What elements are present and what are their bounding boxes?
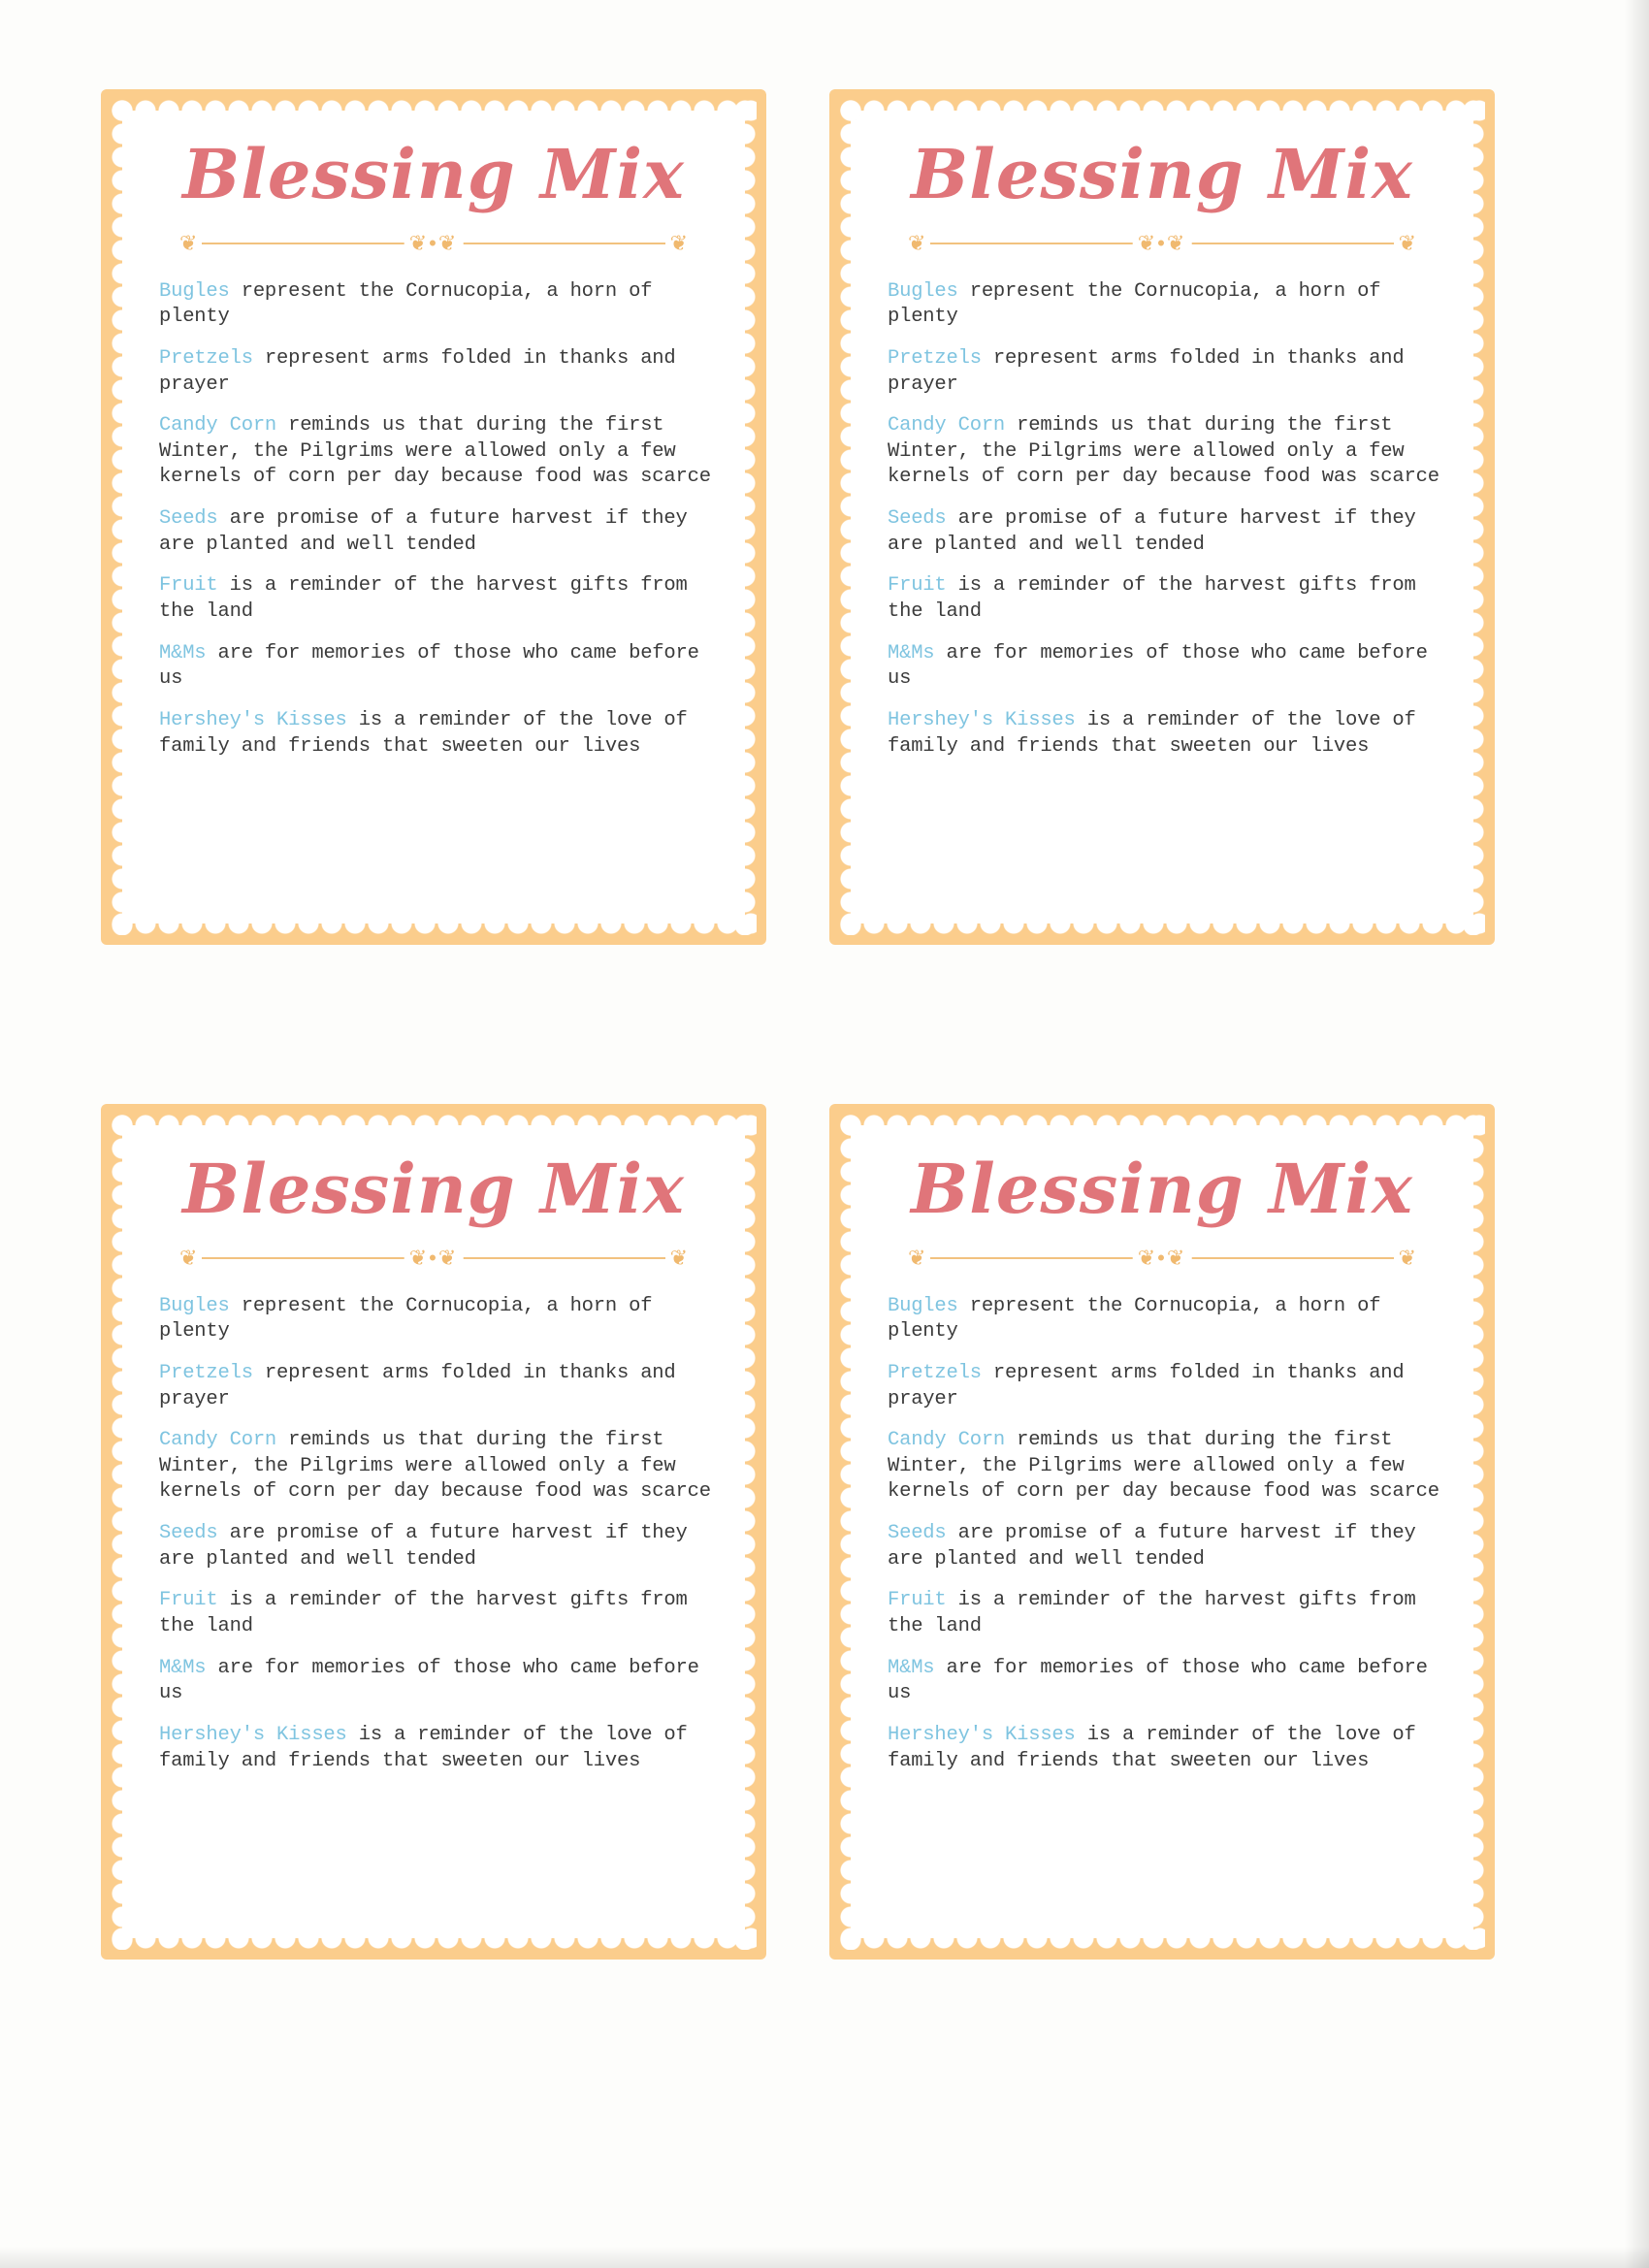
scallop-edge-right: [733, 1114, 757, 1950]
ingredient-keyword: Candy Corn: [888, 1429, 1006, 1452]
ingredient-text: are for memories of those who came before us: [888, 641, 1428, 691]
ingredient-keyword: Bugles: [888, 279, 958, 303]
divider-flourish: [175, 1244, 693, 1273]
ingredient-text: is a reminder of the love of family and friends that sweeten our lives: [159, 708, 688, 758]
ingredient-keyword: Bugles: [159, 1294, 230, 1317]
list-item: [888, 1656, 1444, 1707]
scallop-edge-top: [111, 99, 757, 122]
ingredient-keyword: Candy Corn: [159, 1429, 277, 1452]
ingredient-text: are for memories of those who came before us: [888, 1656, 1428, 1705]
ingredient-text: reminds us that during the first Winter, the Pilgrims were allowed only a few kernels of corn per day because food was scarce: [888, 1429, 1439, 1504]
blessing-mix-card: [101, 1104, 766, 1960]
list-item: [159, 1656, 716, 1707]
scallop-edge-left: [839, 99, 862, 935]
list-item: [159, 708, 716, 760]
list-item: [888, 1588, 1444, 1639]
flourish-left-icon: ❦: [175, 1247, 202, 1269]
flourish-center-icon: ❦•❦: [404, 1247, 464, 1269]
blessing-mix-card: [829, 1104, 1495, 1960]
scallop-edge-left: [111, 99, 134, 935]
list-item: [159, 1521, 716, 1572]
ingredient-text: is a reminder of the love of family and friends that sweeten our lives: [159, 1723, 688, 1772]
scallop-edge-top: [111, 1114, 757, 1137]
list-item: [159, 1723, 716, 1774]
ingredient-text: is a reminder of the love of family and friends that sweeten our lives: [888, 708, 1416, 758]
ingredient-keyword: Candy Corn: [159, 414, 277, 437]
ingredient-text: reminds us that during the first Winter, the Pilgrims were allowed only a few kernels of corn per day because food was scarce: [159, 414, 711, 489]
ingredient-keyword: Hershey's Kisses: [888, 708, 1076, 731]
ingredient-keyword: Seeds: [159, 507, 218, 531]
ingredient-text: represent arms folded in thanks and prayer: [888, 346, 1405, 396]
list-item: [888, 346, 1444, 398]
ingredient-text: are for memories of those who came before us: [159, 1656, 699, 1705]
divider-flourish: [175, 229, 693, 258]
ingredient-keyword: Pretzels: [159, 346, 253, 370]
ingredient-text: represent the Cornucopia, a horn of plenty: [159, 1294, 653, 1344]
flourish-center-icon: ❦•❦: [1133, 233, 1192, 254]
list-item: [888, 1428, 1444, 1506]
flourish-left-icon: ❦: [903, 1247, 930, 1269]
ingredient-text: is a reminder of the love of family and friends that sweeten our lives: [888, 1723, 1416, 1772]
card-title: Blessing Mix: [182, 134, 685, 214]
ingredient-keyword: M&Ms: [159, 641, 207, 664]
scallop-edge-left: [839, 1114, 862, 1950]
ingredient-keyword: Seeds: [888, 1522, 947, 1545]
flourish-left-icon: ❦: [175, 233, 202, 254]
flourish-center-icon: ❦•❦: [1133, 1247, 1192, 1269]
ingredient-text: are promise of a future harvest if they are planted and well tended: [888, 507, 1416, 556]
list-item: [888, 708, 1444, 760]
ingredient-text: is a reminder of the harvest gifts from the land: [888, 1589, 1416, 1637]
flourish-right-icon: ❦: [665, 1247, 693, 1269]
ingredient-keyword: Fruit: [888, 1589, 947, 1612]
card-content: [868, 124, 1456, 916]
ingredient-text: represent the Cornucopia, a horn of plenty: [888, 1294, 1381, 1344]
list-item: [888, 1294, 1444, 1345]
ingredient-keyword: Seeds: [888, 507, 947, 531]
ingredient-keyword: M&Ms: [888, 641, 935, 664]
scallop-edge-top: [839, 99, 1485, 122]
ingredient-keyword: Pretzels: [159, 1361, 253, 1384]
card-title: Blessing Mix: [182, 1149, 685, 1229]
scallop-edge-right: [1462, 99, 1485, 935]
card-title: Blessing Mix: [911, 134, 1413, 214]
scallop-edge-right: [733, 99, 757, 935]
ingredient-text: reminds us that during the first Winter, the Pilgrims were allowed only a few kernels of corn per day because food was scarce: [159, 1429, 711, 1504]
flourish-center-icon: ❦•❦: [404, 233, 464, 254]
list-item: [159, 1361, 716, 1412]
list-item: [888, 1361, 1444, 1412]
list-item: [159, 279, 716, 331]
ingredient-text: is a reminder of the harvest gifts from the land: [159, 1589, 688, 1637]
page-edge-shadow-right: [1624, 0, 1649, 2268]
ingredient-list: [888, 1294, 1444, 1775]
card-content: [140, 124, 728, 916]
ingredient-text: represent arms folded in thanks and prayer: [888, 1361, 1405, 1410]
ingredient-keyword: M&Ms: [159, 1656, 207, 1679]
list-item: [888, 641, 1444, 693]
ingredient-keyword: Hershey's Kisses: [159, 1723, 347, 1746]
list-item: [888, 506, 1444, 558]
ingredient-text: are promise of a future harvest if they are planted and well tended: [888, 1522, 1416, 1571]
ingredient-text: represent arms folded in thanks and prayer: [159, 1361, 676, 1410]
ingredient-text: are for memories of those who came before us: [159, 641, 699, 691]
card-content: [140, 1139, 728, 1930]
ingredient-keyword: Seeds: [159, 1522, 218, 1545]
card-title: Blessing Mix: [911, 1149, 1413, 1229]
flourish-left-icon: ❦: [903, 233, 930, 254]
ingredient-keyword: Hershey's Kisses: [888, 1723, 1076, 1746]
scallop-edge-top: [839, 1114, 1485, 1137]
list-item: [888, 413, 1444, 491]
ingredient-text: represent the Cornucopia, a horn of plenty: [159, 279, 653, 329]
flourish-right-icon: ❦: [1394, 1247, 1421, 1269]
ingredient-keyword: Bugles: [888, 1294, 958, 1317]
list-item: [159, 573, 716, 625]
ingredient-text: is a reminder of the harvest gifts from the land: [888, 574, 1416, 623]
ingredient-text: represent arms folded in thanks and prayer: [159, 346, 676, 396]
flourish-right-icon: ❦: [665, 233, 693, 254]
list-item: [888, 1723, 1444, 1774]
ingredient-text: represent the Cornucopia, a horn of plenty: [888, 279, 1381, 329]
ingredient-keyword: Pretzels: [888, 346, 982, 370]
ingredient-text: are promise of a future harvest if they are planted and well tended: [159, 507, 688, 556]
list-item: [888, 573, 1444, 625]
page-edge-shadow-bottom: [0, 2247, 1649, 2268]
list-item: [888, 1521, 1444, 1572]
ingredient-text: are promise of a future harvest if they are planted and well tended: [159, 1522, 688, 1571]
blessing-mix-card: [829, 89, 1495, 945]
list-item: [159, 641, 716, 693]
scallop-edge-left: [111, 1114, 134, 1950]
ingredient-text: is a reminder of the harvest gifts from the land: [159, 574, 688, 623]
ingredient-keyword: Bugles: [159, 279, 230, 303]
ingredient-keyword: Hershey's Kisses: [159, 708, 347, 731]
list-item: [159, 1588, 716, 1639]
list-item: [888, 279, 1444, 331]
list-item: [159, 346, 716, 398]
list-item: [159, 506, 716, 558]
flourish-right-icon: ❦: [1394, 233, 1421, 254]
card-content: [868, 1139, 1456, 1930]
ingredient-keyword: Pretzels: [888, 1361, 982, 1384]
blessing-mix-card: [101, 89, 766, 945]
scallop-edge-right: [1462, 1114, 1485, 1950]
list-item: [159, 1294, 716, 1345]
list-item: [159, 413, 716, 491]
ingredient-keyword: Fruit: [159, 574, 218, 598]
ingredient-keyword: Fruit: [888, 574, 947, 598]
ingredient-keyword: Fruit: [159, 1589, 218, 1612]
ingredient-list: [159, 279, 716, 761]
list-item: [159, 1428, 716, 1506]
ingredient-keyword: Candy Corn: [888, 414, 1006, 437]
ingredient-keyword: M&Ms: [888, 1656, 935, 1679]
ingredient-list: [159, 1294, 716, 1775]
divider-flourish: [903, 229, 1421, 258]
ingredient-list: [888, 279, 1444, 761]
ingredient-text: reminds us that during the first Winter, the Pilgrims were allowed only a few kernels of corn per day because food was scarce: [888, 414, 1439, 489]
divider-flourish: [903, 1244, 1421, 1273]
